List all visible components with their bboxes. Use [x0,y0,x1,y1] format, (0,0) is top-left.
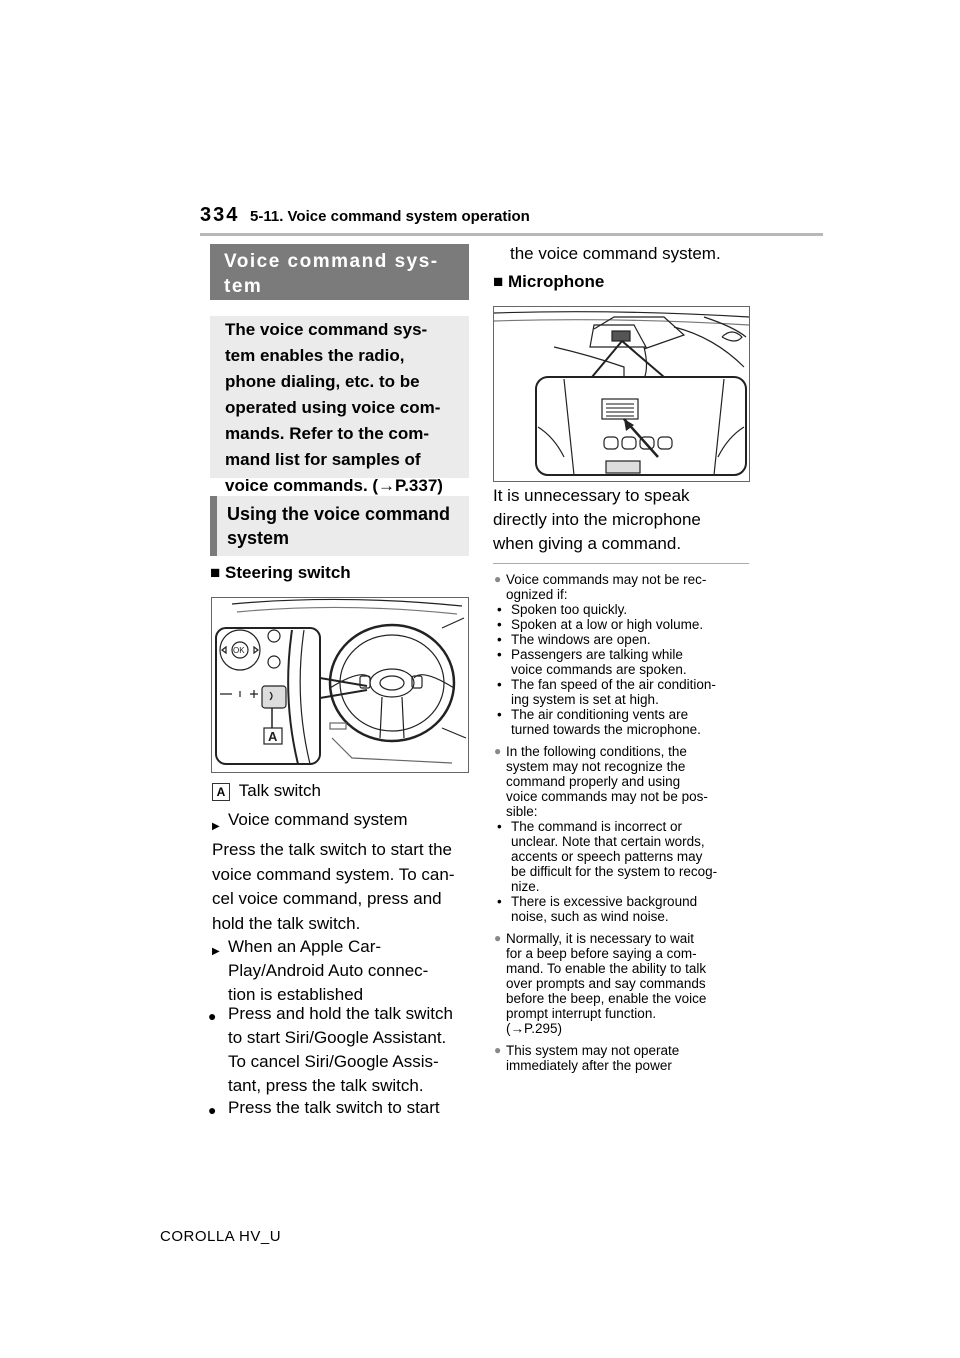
press-paragraph [212,838,470,936]
mic-line: It is unnecessary to speak [493,486,690,505]
intro-line: The voice command sys- [225,320,428,339]
mic-line: directly into the microphone [493,510,701,529]
notes-section [494,572,754,1073]
continuation-text: the voice command system. [510,244,721,263]
note-line: system may not recognize the [506,759,686,774]
note-1-item [494,647,754,677]
note-1-item [494,632,754,647]
heading-line: Using the voice command [227,504,451,524]
note-line: voice commands may not be pos- [506,789,708,804]
microphone-figure [493,306,750,482]
note-line: • The windows are open. [511,632,651,647]
note-3 [494,931,754,1036]
square-bullet-icon: ■ [210,563,221,582]
press-line: hold the talk switch. [212,913,361,933]
steering-switch-heading [210,563,351,583]
note-1 [494,572,754,602]
note-line: (→P.295) [506,1021,563,1036]
note-line: turned towards the microphone. [511,722,701,737]
note-line: ing system is set at high. [511,692,659,707]
voice-command-system-item [228,808,408,832]
note-1-item [494,617,754,632]
note-line: • Passengers are talking while [511,647,683,662]
callout-a-badge: A [212,783,230,801]
note-line: Normally, it is necessary to wait [506,931,695,946]
note-line: unclear. Note that certain words, [511,834,705,849]
note-line: • The command is incorrect or [511,819,683,834]
press-line: voice command system. To can- [212,864,455,884]
note-line: • There is excessive background [511,894,698,909]
note-line: noise, such as wind noise. [511,909,669,924]
intro-line: tem enables the radio, [225,346,405,365]
hold-line: tant, press the talk switch. [228,1076,424,1095]
note-line: command properly and using [506,774,681,789]
note-1-item [494,707,754,737]
svg-text:OK: OK [233,646,245,655]
intro-box [210,316,469,495]
note-line: sible: [506,804,538,819]
note-line: mand. To enable the ability to talk [506,961,707,976]
voice-command-system-text: Voice command system [228,810,408,829]
apple-line: Play/Android Auto connec- [228,961,429,980]
hold-line: to start Siri/Google Assistant. [228,1028,447,1047]
note-bullet-icon: ● [494,931,502,945]
apple-line: When an Apple Car- [228,937,382,956]
note-2-item [494,894,754,924]
note-line: nize. [511,879,540,894]
note-line: be difficult for the system to recog- [511,864,718,879]
note-line: • The air conditioning vents are [511,707,689,722]
note-line: In the following conditions, the [506,744,687,759]
apple-carplay-item [228,935,428,1007]
note-bullet-icon: ● [494,572,502,586]
intro-line: mand list for samples of [225,450,421,469]
press-start-item [228,1096,440,1120]
note-2-item [494,819,754,894]
press-line: Press the talk switch to start the [212,840,452,859]
header-rule [200,233,823,236]
note-line: Voice commands may not be rec- [506,572,707,587]
note-line: voice commands are spoken. [511,662,687,677]
microphone-illustration [494,307,749,481]
microphone-heading [493,272,604,292]
microphone-label: Microphone [508,272,605,291]
talk-switch-text: Talk switch [238,781,321,800]
note-line: • Spoken at a low or high volume. [511,617,704,632]
intro-line: operated using voice com- [225,398,441,417]
press-hold-item [228,1002,453,1098]
steering-switch-figure [211,597,469,773]
intro-line: phone dialing, etc. to be [225,372,420,391]
heading-using-text [217,496,469,556]
note-line: • Spoken too quickly. [511,602,628,617]
footer-model: COROLLA HV_U [160,1228,282,1245]
note-line: over prompts and say commands [506,976,706,991]
hold-line: Press and hold the talk switch [228,1004,453,1023]
section-title: 5-11. Voice command system operation [250,208,530,225]
note-line: accents or speech patterns may [511,849,703,864]
heading-voice-command-system-text: Voice command sys-tem [224,251,439,297]
press-line: cel voice command, press and [212,889,442,908]
note-line: ognized if: [506,587,568,602]
hold-line: To cancel Siri/Google Assis- [228,1052,439,1071]
press-start-text: Press the talk switch to start [228,1098,440,1117]
note-2 [494,744,754,819]
note-line: immediately after the power [506,1058,672,1073]
note-4 [494,1043,754,1073]
intro-text [210,316,469,503]
note-line: This system may not operate [506,1043,680,1058]
steering-switch-label: Steering switch [225,563,351,582]
intro-line: mands. Refer to the com- [225,424,430,443]
intro-line: voice commands. (→P.337) [225,476,443,495]
microphone-paragraph [493,484,701,556]
note-1-item [494,602,754,617]
apple-line: tion is established [228,985,364,1004]
note-line: before the beep, enable the voice [506,991,707,1006]
svg-text:A: A [268,729,278,744]
heading-using-voice-command [210,496,469,556]
note-bullet-icon: ● [494,744,502,758]
mic-line: when giving a command. [493,534,682,553]
heading-line: system [227,528,290,548]
heading-voice-command-system [210,244,469,300]
steering-wheel-illustration [212,598,468,772]
note-line: • The fan speed of the air condition- [511,677,716,692]
note-line: for a beep before saying a com- [506,946,697,961]
page-number: 334 [200,204,240,226]
note-bullet-icon: ● [494,1043,502,1057]
note-line: prompt interrupt function. [506,1006,657,1021]
notes-divider [493,563,749,564]
square-bullet-icon: ■ [493,272,504,291]
talk-switch-row [212,779,321,803]
note-1-item [494,677,754,707]
